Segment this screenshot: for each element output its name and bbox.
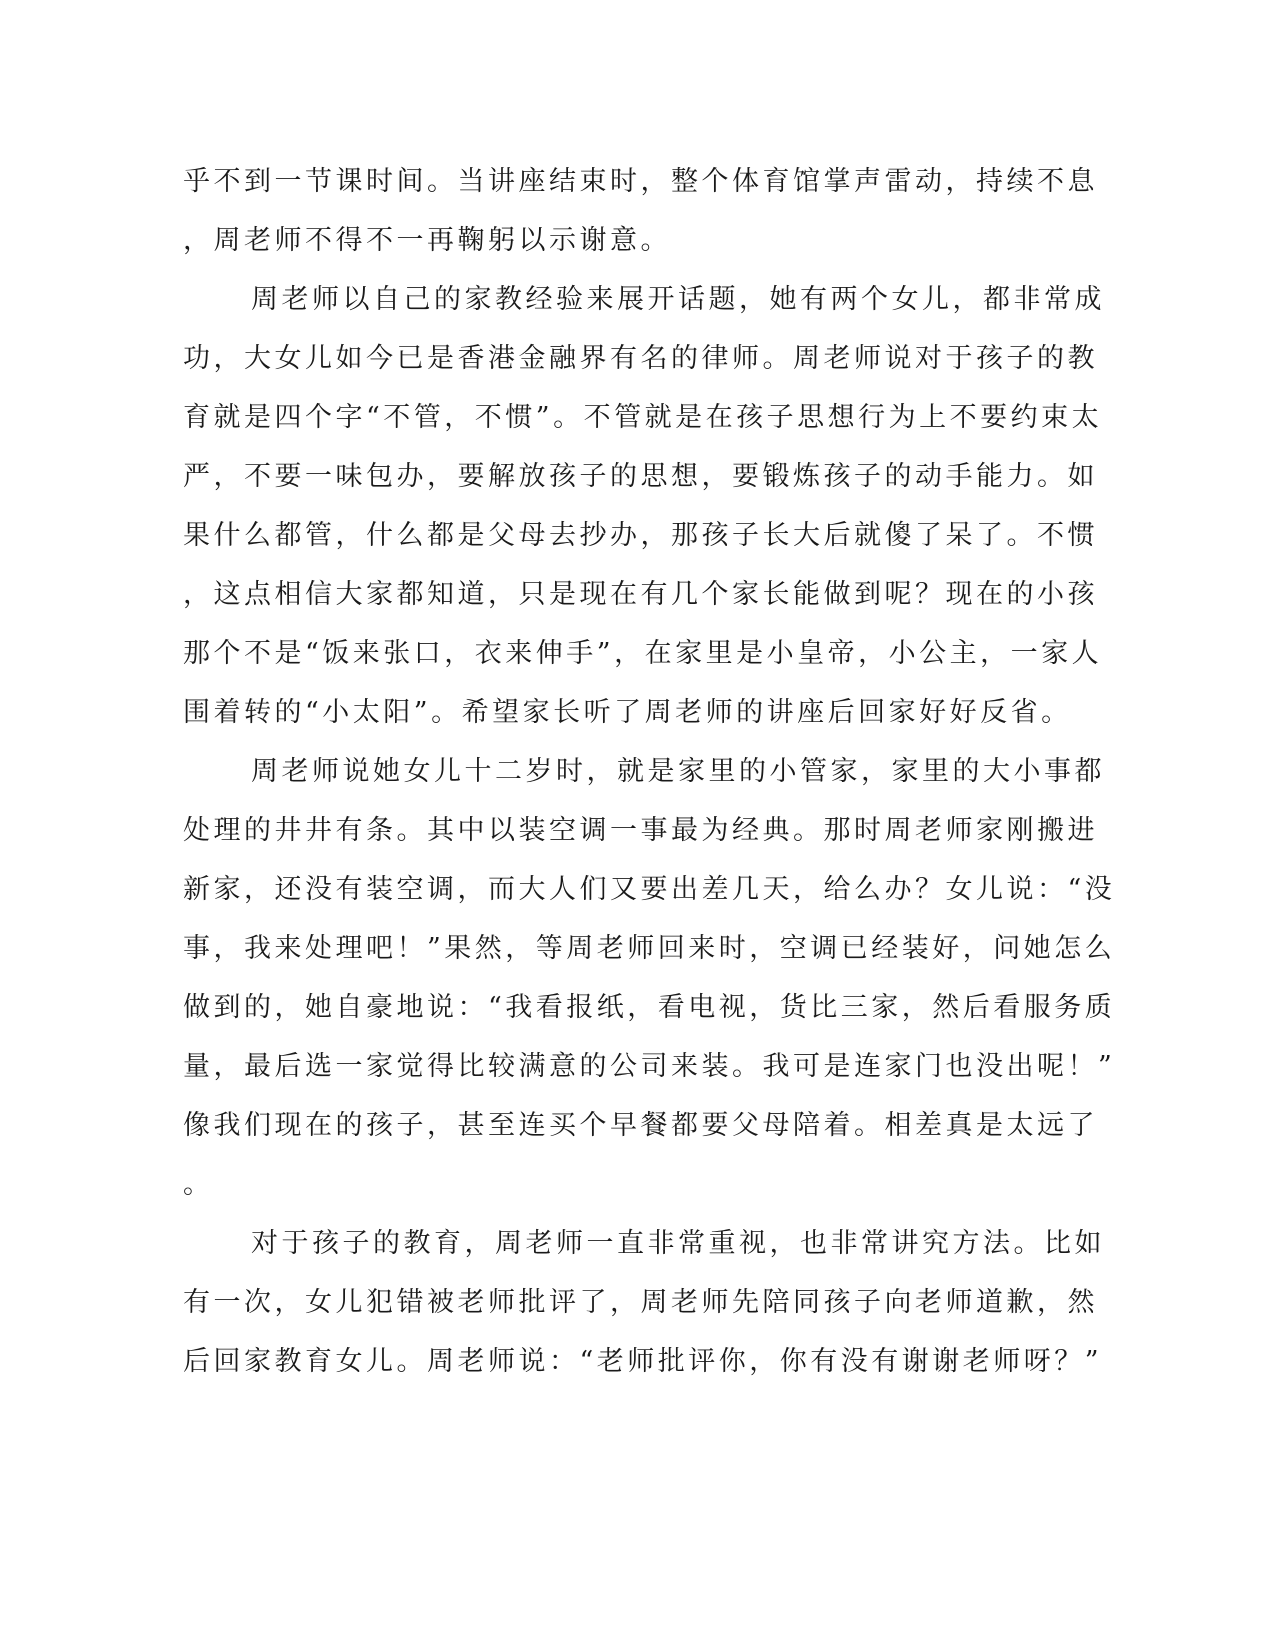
text-line: 事，我来处理吧！”果然，等周老师回来时，空调已经装好，问她怎么	[183, 933, 1116, 964]
text-line: 乎不到一节课时间。当讲座结束时，整个体育馆掌声雷动，持续不息	[183, 166, 1098, 197]
text-line: 处理的井井有条。其中以装空调一事最为经典。那时周老师家刚搬进	[183, 815, 1098, 846]
text-line: 像我们现在的孩子，甚至连买个早餐都要父母陪着。相差真是太远了	[183, 1110, 1098, 1141]
paragraph-start-line: 对于孩子的教育，周老师一直非常重视，也非常讲究方法。比如	[251, 1228, 1105, 1259]
text-line: 新家，还没有装空调，而大人们又要出差几天，给么办？女儿说：“没	[183, 874, 1116, 905]
text-line: 围着转的“小太阳”。希望家长听了周老师的讲座后回家好好反省。	[183, 697, 1072, 728]
text-line: 育就是四个字“不管，不惯”。不管就是在孩子思想行为上不要约束太	[183, 402, 1103, 433]
text-line: ，周老师不得不一再鞠躬以示谢意。	[183, 225, 671, 256]
paragraph-start-line: 周老师说她女儿十二岁时，就是家里的小管家，家里的大小事都	[251, 756, 1105, 787]
text-line: 。	[183, 1169, 214, 1200]
text-line: ，这点相信大家都知道，只是现在有几个家长能做到呢？现在的小孩	[183, 579, 1098, 610]
text-line: 那个不是“饭来张口，衣来伸手”，在家里是小皇帝，小公主，一家人	[183, 638, 1103, 669]
text-line: 有一次，女儿犯错被老师批评了，周老师先陪同孩子向老师道歉，然	[183, 1287, 1098, 1318]
paragraph-start-line: 周老师以自己的家教经验来展开话题，她有两个女儿，都非常成	[251, 284, 1105, 315]
text-line: 量，最后选一家觉得比较满意的公司来装。我可是连家门也没出呢！”	[183, 1051, 1116, 1082]
text-line: 做到的，她自豪地说：“我看报纸，看电视，货比三家，然后看服务质	[183, 992, 1116, 1023]
text-line: 严，不要一味包办，要解放孩子的思想，要锻炼孩子的动手能力。如	[183, 461, 1098, 492]
body-text	[183, 152, 1116, 1391]
text-line: 果什么都管，什么都是父母去抄办，那孩子长大后就傻了呆了。不惯	[183, 520, 1098, 551]
text-line: 功，大女儿如今已是香港金融界有名的律师。周老师说对于孩子的教	[183, 343, 1098, 374]
text-line: 后回家教育女儿。周老师说：“老师批评你，你有没有谢谢老师呀？”	[183, 1346, 1103, 1377]
